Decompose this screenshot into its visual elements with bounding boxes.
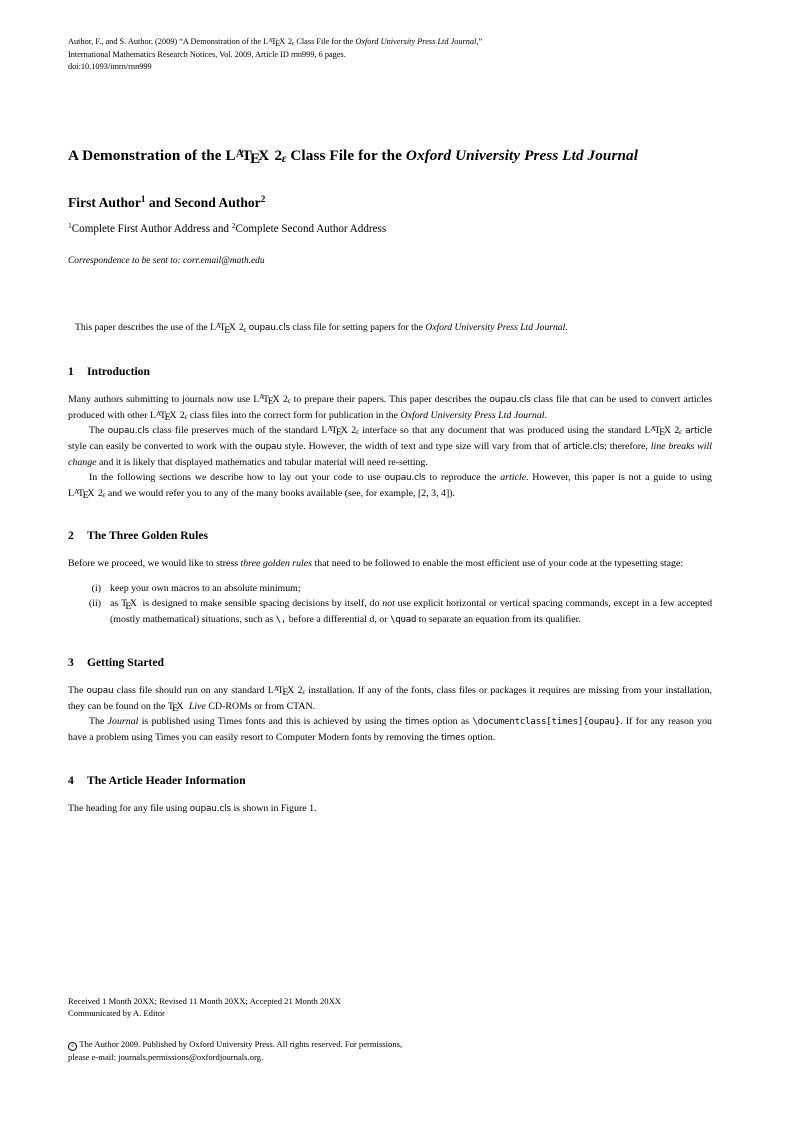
affil-text-1: Complete First Author Address and: [71, 223, 232, 236]
citation-line-1-mid: Class File for the: [294, 37, 356, 46]
body-text: . If for any reason you have a problem using Times you can easily resort to Computer Modern fonts by removing the: [68, 715, 712, 743]
affil-marker-2: 2: [231, 221, 236, 231]
code-literal: \documentclass[times]{oupau}: [472, 716, 621, 727]
latex2e-logo: $L^ATEX$ 2ε: [68, 487, 106, 502]
abstract-class-file-name: oupau.cls: [248, 323, 290, 334]
latex2e-logo: $L^ATEX$ 2ε: [210, 322, 247, 336]
code-name: oupau: [86, 685, 114, 696]
section-heading-4: [68, 773, 712, 788]
body-text: class file that can be used to convert articles produced with other: [68, 393, 712, 421]
list-item-marker: (i): [91, 583, 101, 595]
affiliations: [68, 222, 712, 237]
body-text: The: [68, 684, 87, 696]
title-part-2: Class File for the: [286, 146, 406, 164]
code-name: times: [441, 732, 465, 743]
code-name: article.cls: [563, 441, 605, 452]
emphasis-text: Live: [188, 700, 206, 712]
emphasis-text: not: [382, 598, 395, 610]
latex2e-logo: $L^ATEX$ 2ε: [267, 683, 306, 698]
body-text: ; therefore,: [604, 440, 651, 452]
latex2e-logo: $L^ATEX$ 2ε: [321, 423, 359, 438]
body-text: is shown in Figure 1.: [230, 803, 317, 814]
body-text: to prepare their papers. This paper describes the: [290, 393, 490, 405]
section-number: 2: [68, 529, 74, 543]
body-text: to separate an equation from its qualifier.: [416, 613, 581, 625]
code-name: times: [405, 716, 430, 727]
emphasis-text: Journal: [107, 715, 139, 727]
section-heading-2: [68, 528, 712, 543]
copyright-icon: c: [68, 1042, 77, 1051]
copyright-line-1: The Author 2009. Published by Oxford University Press. All rights reserved. For permissions,: [79, 1038, 403, 1049]
tex-logo: TEX: [167, 700, 184, 714]
body-text: interface so that any document that was produced using the standard: [358, 424, 645, 436]
section-title: The Article Header Information: [87, 774, 246, 787]
paragraph: [68, 392, 712, 423]
author-first-affil-marker: 1: [140, 194, 146, 205]
emphasis-text: Oxford University Press Ltd Journal: [400, 409, 545, 421]
body-text: class files into the correct form for publication in the: [187, 409, 401, 421]
section-title: Getting Started: [87, 655, 164, 669]
body-text: installation. If any of the fonts, class files or packages it requires are missing from your installation, they can be found on the: [68, 684, 712, 712]
section-number: 1: [68, 364, 74, 378]
body-text: that need to be followed to enable the most efficient use of your code at the typesetting stage:: [312, 558, 684, 570]
code-literal: \,: [275, 614, 287, 625]
body-text: is published using Times fonts and this is achieved by using the: [138, 715, 406, 727]
author-conjunction: and: [145, 195, 175, 211]
citation-line-2: International Mathematics Research Notices, Vol. 2009, Article ID rnn999, 6 pages.: [68, 50, 346, 60]
abstract-mid: class file for setting papers for the: [289, 322, 426, 334]
received-dates: Received 1 Month 20XX; Revised 11 Month 20XX; Accepted 21 Month 20XX: [68, 996, 341, 1006]
list-item: [68, 596, 712, 627]
paper-page: [68, 36, 712, 817]
body-text: option.: [464, 731, 496, 743]
emphasis-text: three golden rules: [240, 558, 312, 570]
section-number: 4: [68, 774, 74, 787]
paragraph: [68, 556, 712, 571]
body-text: to reproduce the: [425, 472, 501, 484]
abstract-journal-name: Oxford University Press Ltd Journal: [425, 322, 566, 334]
section-title: The Three Golden Rules: [87, 529, 208, 543]
body-text: In the following sections we describe how to lay out your code to use: [89, 472, 385, 484]
body-text: and it is likely that displayed mathematics and tabular material will need re-setting.: [96, 456, 428, 468]
title-journal-name: Oxford University Press Ltd Journal: [405, 146, 639, 164]
correspondence-line: Correspondence to be sent to: corr.email@math.edu: [68, 256, 265, 267]
code-literal: \quad: [389, 614, 417, 625]
page-title: [68, 146, 712, 168]
copyright-notice: [68, 1038, 712, 1064]
abstract-post: .: [565, 322, 568, 334]
citation-block: [68, 36, 712, 72]
latex2e-logo: $L^ATEX$ 2ε: [253, 392, 291, 407]
emphasis-text: line breaks will change: [68, 440, 712, 468]
citation-line-1-post: ,”: [476, 37, 483, 46]
author-first-name: First Author: [68, 195, 141, 211]
paragraph: [68, 801, 712, 817]
code-name: oupau.cls: [384, 473, 426, 484]
author-second-affil-marker: 2: [260, 194, 266, 205]
paragraph: [68, 683, 712, 714]
body-text: The heading for any file using: [68, 803, 190, 814]
citation-journal-name: Oxford University Press Ltd Journal: [355, 37, 477, 46]
body-text: The: [89, 715, 108, 727]
citation-line-1-pre: Author, F., and S. Author. (2009) “A Demonstration of the: [68, 37, 264, 46]
list-item-marker: (ii): [88, 598, 101, 610]
golden-rules-list: [68, 581, 712, 627]
copyright-line-2: please e-mail: journals.permissions@oxfordjournals.org.: [68, 1052, 264, 1063]
citation-line-1: [68, 36, 712, 49]
body-text: CD-ROMs or from CTAN.: [205, 700, 316, 712]
title-part-1: A Demonstration of the: [68, 146, 226, 164]
citation-doi: doi:10.1093/imrn/rnn999: [68, 61, 152, 71]
body-text: The: [89, 424, 108, 436]
code-name: oupau.cls: [107, 425, 149, 436]
body-text: class file should run on any standard: [113, 684, 268, 696]
code-name: oupau.cls: [489, 394, 531, 405]
abstract: [68, 320, 712, 336]
body-text: style. However, the width of text and type size will vary from that of: [281, 440, 564, 452]
sections-container: [68, 364, 712, 818]
section-heading-3: [68, 655, 712, 670]
author-list: [68, 194, 712, 211]
body-text: style can easily be converted to work with the: [68, 440, 255, 452]
emphasis-text: article: [500, 472, 526, 484]
tex-logo: TEX: [121, 598, 137, 612]
paragraph: [68, 423, 712, 470]
latex2e-logo: $L^ATEX$ 2ε: [150, 408, 188, 423]
section-number: 3: [68, 655, 74, 669]
paragraph: [68, 470, 712, 501]
code-name: oupau: [254, 441, 282, 452]
list-item: [68, 581, 712, 596]
abstract-pre: This paper describes the use of the: [75, 322, 211, 334]
code-name: oupau.cls: [189, 804, 231, 814]
body-text: option as: [429, 715, 473, 727]
body-text: Before we proceed, we would like to stress: [68, 558, 241, 570]
code-name: article: [685, 425, 713, 436]
section-title: Introduction: [87, 364, 150, 378]
section-heading-1: [68, 364, 712, 379]
body-text: class file preserves much of the standard: [148, 424, 322, 436]
affil-marker-1: 1: [68, 221, 72, 231]
body-text: as: [110, 598, 122, 610]
latex2e-logo: $L^ATEX$ 2ε: [263, 37, 295, 48]
latex2e-logo: $L^ATEX$ 2ε: [225, 146, 287, 168]
affil-text-2: Complete Second Author Address: [235, 223, 387, 236]
page-footer: [68, 995, 712, 1064]
body-text: keep your own macros to an absolute minimum;: [110, 583, 301, 595]
body-text: Many authors submitting to journals now use: [68, 393, 254, 405]
body-text: . However, this paper is not a guide to using: [526, 472, 712, 484]
body-text: before a differential d, or: [286, 613, 390, 625]
body-text: and we would refer you to any of the many books available (see, for example, [2, 3, 4]).: [105, 488, 455, 500]
body-text: use explicit horizontal or vertical spacing commands, except in a few accepted (mostly mathematical) situations, such as: [110, 598, 713, 625]
author-second-name: Second Author: [174, 195, 261, 211]
paragraph: [68, 714, 712, 746]
latex2e-logo: $L^ATEX$ 2ε: [644, 423, 682, 438]
communicated-by: Communicated by A. Editor: [68, 1008, 165, 1019]
body-text: is designed to make sensible spacing decisions by itself, do: [139, 598, 383, 610]
body-text: .: [544, 409, 548, 421]
